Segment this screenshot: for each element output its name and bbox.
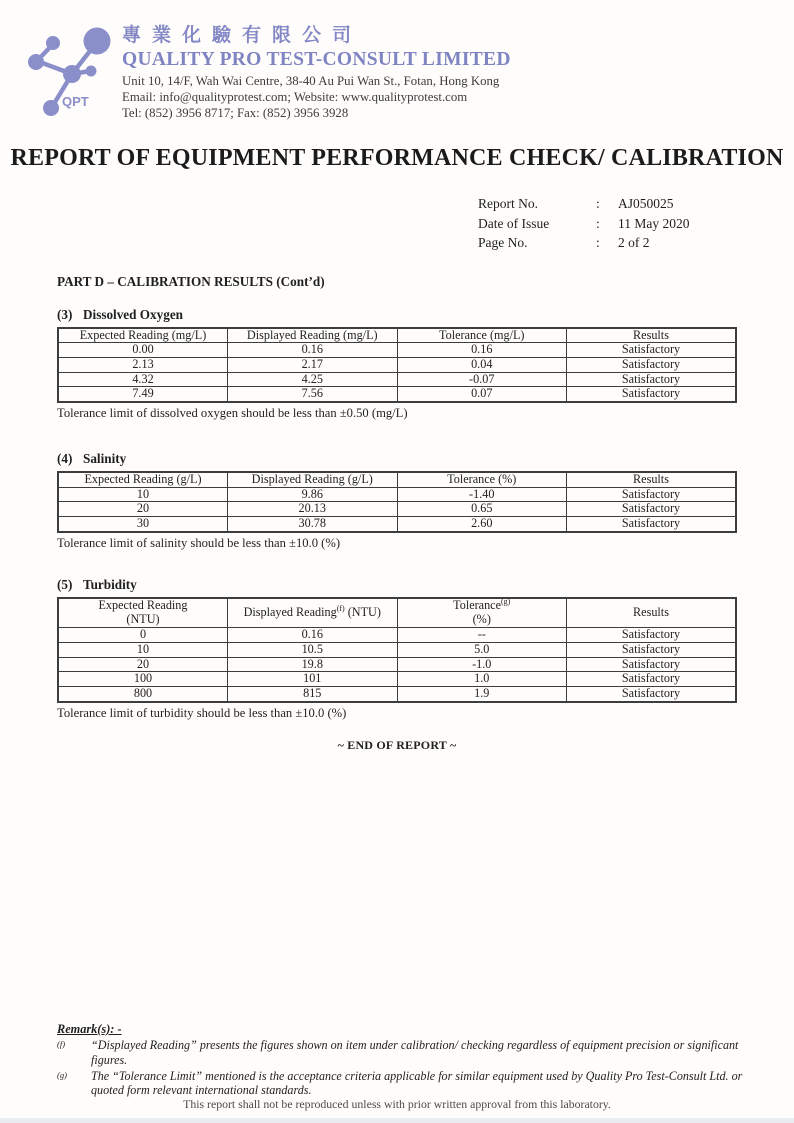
table-cell: Satisfactory xyxy=(567,628,737,643)
remark-marker-g: (g) xyxy=(57,1069,67,1080)
col-header-expected-reading xyxy=(58,598,228,628)
table-cell: 0.04 xyxy=(397,358,567,373)
col-header-tolerance xyxy=(397,598,567,628)
table-cell: 101 xyxy=(228,672,398,687)
date-of-issue-row xyxy=(478,214,794,234)
col-header-results: Results xyxy=(567,472,737,487)
table-cell: Satisfactory xyxy=(567,672,737,687)
report-no-row xyxy=(478,194,794,214)
table-cell: Satisfactory xyxy=(567,502,737,517)
table-row xyxy=(58,642,736,657)
report-body xyxy=(57,274,737,753)
remark-marker-f: (f) xyxy=(57,1039,66,1049)
company-address: Unit 10, 14/F, Wah Wai Centre, 38-40 Au Pui Wan St., Fotan, Hong Kong xyxy=(122,74,500,89)
table-row xyxy=(58,372,736,387)
section-title: Turbidity xyxy=(83,576,137,592)
table-header-row xyxy=(58,598,736,628)
section-number: (3) xyxy=(57,306,73,322)
table-cell: 0.00 xyxy=(58,343,228,358)
table-cell: 0.16 xyxy=(228,628,398,643)
report-title: REPORT OF EQUIPMENT PERFORMANCE CHECK/ CALIBRATION xyxy=(10,145,784,172)
remarks-heading: Remark(s): - xyxy=(57,1022,122,1036)
header-main: Tolerance xyxy=(453,598,502,613)
table-cell: -- xyxy=(397,628,567,643)
table-cell: 20.13 xyxy=(228,502,398,517)
table-row xyxy=(58,387,736,402)
col-header-expected-reading: Expected Reading (mg/L) xyxy=(58,328,228,343)
part-d-heading: PART D – CALIBRATION RESULTS (Cont’d) xyxy=(57,273,325,289)
section-number: (5) xyxy=(57,576,73,592)
table-row xyxy=(58,487,736,502)
table-row xyxy=(58,628,736,643)
salinity-table xyxy=(57,471,737,533)
company-name-english: QUALITY PRO TEST-CONSULT LIMITED xyxy=(122,48,511,70)
report-no-label: Report No. xyxy=(478,196,538,212)
col-header-expected-reading: Expected Reading (g/L) xyxy=(58,472,228,487)
section-heading-dissolved-oxygen xyxy=(57,307,737,323)
table-cell: 0.07 xyxy=(397,387,567,402)
section-title: Salinity xyxy=(83,451,127,467)
letterhead xyxy=(0,0,794,121)
logo-qpt-text: QPT xyxy=(62,94,89,109)
col-header-results: Results xyxy=(567,328,737,343)
table-cell: Satisfactory xyxy=(567,487,737,502)
section-heading-salinity xyxy=(57,451,737,467)
report-info-block xyxy=(478,194,794,253)
section-number: (4) xyxy=(57,451,73,467)
dissolved-oxygen-table xyxy=(57,327,737,403)
table-cell: 5.0 xyxy=(397,642,567,657)
turbidity-table xyxy=(57,597,737,703)
col-header-tolerance: Tolerance (mg/L) xyxy=(397,328,567,343)
table-row xyxy=(58,517,736,532)
table-cell: 815 xyxy=(228,686,398,701)
table-cell: 0 xyxy=(58,628,228,643)
table-cell: Satisfactory xyxy=(567,387,737,402)
reproduction-notice: This report shall not be reproduced unless with prior written approval from this laboratory. xyxy=(183,1097,611,1111)
company-contact-tel: Tel: (852) 3956 8717; Fax: (852) 3956 3928 xyxy=(122,105,349,120)
table-cell: 20 xyxy=(58,657,228,672)
col-header-displayed-reading: Displayed Reading (mg/L) xyxy=(228,328,398,343)
table-cell: 4.32 xyxy=(58,372,228,387)
table-cell: 20 xyxy=(58,502,228,517)
table-row xyxy=(58,343,736,358)
table-row xyxy=(58,672,736,687)
header-main: Displayed Reading xyxy=(243,605,337,620)
table-cell: -1.40 xyxy=(397,487,567,502)
table-cell: 1.9 xyxy=(397,686,567,701)
table-cell: Satisfactory xyxy=(567,358,737,373)
table-cell: 10.5 xyxy=(228,642,398,657)
separator: : xyxy=(596,215,600,231)
table-cell: Satisfactory xyxy=(567,657,737,672)
table-cell: Satisfactory xyxy=(567,686,737,701)
table-header-row xyxy=(58,472,736,487)
table-cell: 30.78 xyxy=(228,517,398,532)
table-cell: -0.07 xyxy=(397,372,567,387)
remarks-block xyxy=(57,1022,754,1098)
end-of-report-marker: ~ END OF REPORT ~ xyxy=(337,737,457,752)
page-no-row xyxy=(478,233,794,253)
remark-item-f xyxy=(57,1038,754,1068)
section-heading-turbidity xyxy=(57,577,737,593)
section-title: Dissolved Oxygen xyxy=(83,306,184,322)
company-contact-email: Email: info@qualityprotest.com; Website: www.qualityprotest.com xyxy=(122,89,468,104)
table-cell: 4.25 xyxy=(228,372,398,387)
company-name-chinese: 專業化驗有限公司 xyxy=(122,25,363,46)
table-row xyxy=(58,358,736,373)
page-bottom-edge xyxy=(0,1118,794,1123)
table-cell: 0.65 xyxy=(397,502,567,517)
header-suffix: (NTU) xyxy=(344,605,381,620)
table-cell: 2.13 xyxy=(58,358,228,373)
table-cell: 19.8 xyxy=(228,657,398,672)
table-cell: 1.0 xyxy=(397,672,567,687)
table-cell: 10 xyxy=(58,642,228,657)
page-no-value: 2 of 2 xyxy=(618,235,650,251)
salinity-tolerance-note: Tolerance limit of salinity should be less than ±10.0 (%) xyxy=(57,535,341,550)
table-cell: 7.49 xyxy=(58,387,228,402)
separator: : xyxy=(596,235,600,251)
letterhead-text xyxy=(122,14,511,121)
table-cell: 100 xyxy=(58,672,228,687)
header-line2: (NTU) xyxy=(126,611,160,626)
dissolved-oxygen-tolerance-note: Tolerance limit of dissolved oxygen should be less than ±0.50 (mg/L) xyxy=(57,406,408,421)
company-logo-molecule-icon xyxy=(14,14,116,116)
table-cell: 10 xyxy=(58,487,228,502)
table-cell: 0.16 xyxy=(228,343,398,358)
footnote-marker-g: (g) xyxy=(501,597,511,607)
table-cell: Satisfactory xyxy=(567,343,737,358)
remark-item-g xyxy=(57,1069,754,1099)
table-cell: 800 xyxy=(58,686,228,701)
table-row xyxy=(58,686,736,701)
header-line2: (%) xyxy=(472,611,491,626)
remark-text-g: The “Tolerance Limit” mentioned is the acceptance criteria applicable for similar equipment used by Quality Pro Test-Consult Ltd. or quoted form relevant international standards. xyxy=(91,1068,743,1098)
turbidity-tolerance-note: Tolerance limit of turbidity should be less than ±10.0 (%) xyxy=(57,705,347,720)
col-header-displayed-reading xyxy=(228,598,398,628)
page-no-label: Page No. xyxy=(478,235,528,251)
table-cell: 0.16 xyxy=(397,343,567,358)
date-of-issue-value: 11 May 2020 xyxy=(618,215,690,231)
col-header-tolerance: Tolerance (%) xyxy=(397,472,567,487)
table-row xyxy=(58,657,736,672)
footnote-marker-f: (f) xyxy=(336,604,345,614)
table-row xyxy=(58,502,736,517)
table-cell: 9.86 xyxy=(228,487,398,502)
table-cell: 30 xyxy=(58,517,228,532)
table-cell: Satisfactory xyxy=(567,517,737,532)
table-cell: 2.60 xyxy=(397,517,567,532)
table-header-row xyxy=(58,328,736,343)
remark-text-f: “Displayed Reading” presents the figures shown on item under calibration/ checking regardless of equipment precision or significant figures. xyxy=(91,1038,739,1067)
col-header-displayed-reading: Displayed Reading (g/L) xyxy=(228,472,398,487)
separator: : xyxy=(596,196,600,212)
table-cell: 7.56 xyxy=(228,387,398,402)
table-cell: 2.17 xyxy=(228,358,398,373)
col-header-results: Results xyxy=(567,598,737,628)
date-of-issue-label: Date of Issue xyxy=(478,215,550,231)
table-cell: Satisfactory xyxy=(567,642,737,657)
report-no-value: AJ050025 xyxy=(618,196,674,212)
table-cell: -1.0 xyxy=(397,657,567,672)
header-line1: Expected Reading xyxy=(98,598,188,613)
table-cell: Satisfactory xyxy=(567,372,737,387)
